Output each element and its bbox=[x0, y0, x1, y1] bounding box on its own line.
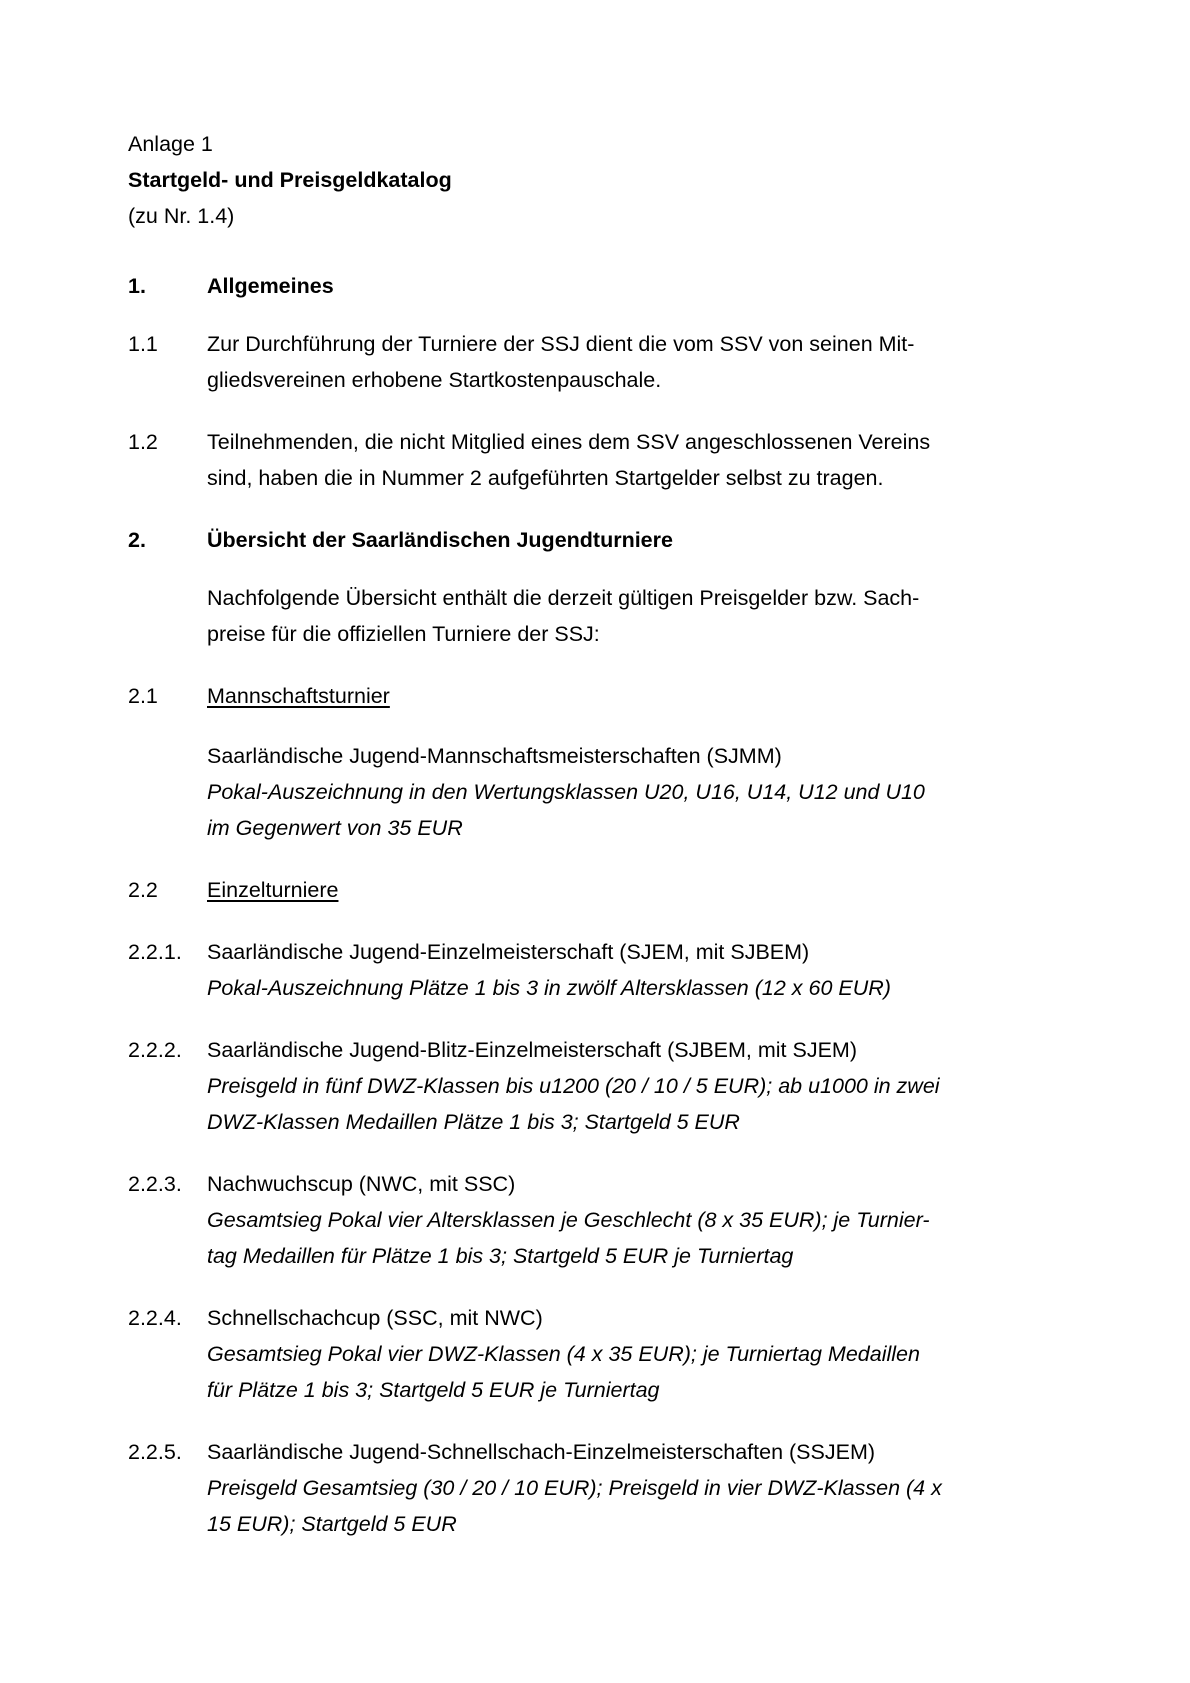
clause-1-2-number: 1.2 bbox=[128, 430, 158, 454]
tournament-detail-sjmm-line-1: Pokal-Auszeichnung in den Wertungsklassen U20, U16, U14, U12 und U10 bbox=[207, 780, 925, 804]
clause-2-2-4-number: 2.2.4. bbox=[128, 1306, 182, 1330]
clause-1-1-line-2: gliedsvereinen erhobene Startkostenpauschale. bbox=[207, 368, 662, 392]
attachment-label: Anlage 1 bbox=[128, 132, 213, 156]
clause-2-2-3-text bbox=[207, 1166, 1062, 1274]
clause-1-1-number: 1.1 bbox=[128, 332, 158, 356]
clause-1-2-line-2: sind, haben die in Nummer 2 aufgeführten Startgelder selbst zu tragen. bbox=[207, 466, 884, 490]
section-1-number: 1. bbox=[128, 274, 146, 298]
tournament-detail-sjmm-line-2: im Gegenwert von 35 EUR bbox=[207, 816, 463, 840]
clause-2-2-1 bbox=[128, 934, 1062, 1006]
tournament-detail-sjbem-line-2: DWZ-Klassen Medaillen Plätze 1 bis 3; Startgeld 5 EUR bbox=[207, 1110, 740, 1134]
tournament-detail-sjbem-line-1: Preisgeld in fünf DWZ-Klassen bis u1200 (20 / 10 / 5 EUR); ab u1000 in zwei bbox=[207, 1074, 940, 1098]
clause-2-2-2-text bbox=[207, 1032, 1062, 1140]
clause-1-2 bbox=[128, 424, 1062, 496]
tournament-name-nwc: Nachwuchscup (NWC, mit SSC) bbox=[207, 1172, 516, 1196]
clause-2-2-3 bbox=[128, 1166, 1062, 1274]
tournament-name-sjem: Saarländische Jugend-Einzelmeisterschaft (SJEM, mit SJBEM) bbox=[207, 940, 810, 964]
clause-2-2-5-text bbox=[207, 1434, 1062, 1542]
tournament-name-ssc: Schnellschachcup (SSC, mit NWC) bbox=[207, 1306, 543, 1330]
clause-2-2-2 bbox=[128, 1032, 1062, 1140]
section-1-heading bbox=[128, 268, 1062, 304]
clause-2-2-3-number: 2.2.3. bbox=[128, 1172, 182, 1196]
section-2-number: 2. bbox=[128, 528, 146, 552]
clause-2-1-entry-text bbox=[207, 738, 1062, 846]
clause-2-1-label: Mannschaftsturnier bbox=[207, 684, 390, 708]
clause-2-2-2-number: 2.2.2. bbox=[128, 1038, 182, 1062]
document-body bbox=[128, 126, 1062, 1542]
clause-2-1-number: 2.1 bbox=[128, 684, 158, 708]
section-2-title: Übersicht der Saarländischen Jugendturniere bbox=[207, 528, 673, 552]
tournament-detail-ssc-line-1: Gesamtsieg Pokal vier DWZ-Klassen (4 x 35 EUR); je Turniertag Medaillen bbox=[207, 1342, 920, 1366]
tournament-name-sjmm: Saarländische Jugend-Mannschaftsmeisterschaften (SJMM) bbox=[207, 744, 782, 768]
section-2-heading bbox=[128, 522, 1062, 558]
clause-1-1-text bbox=[207, 326, 1062, 398]
tournament-detail-sjem-line-1: Pokal-Auszeichnung Plätze 1 bis 3 in zwölf Altersklassen (12 x 60 EUR) bbox=[207, 976, 891, 1000]
tournament-name-sjbem: Saarländische Jugend-Blitz-Einzelmeisterschaft (SJBEM, mit SJEM) bbox=[207, 1038, 857, 1062]
tournament-detail-ssjem-line-1: Preisgeld Gesamtsieg (30 / 20 / 10 EUR); Preisgeld in vier DWZ-Klassen (4 x bbox=[207, 1476, 942, 1500]
section-1-title: Allgemeines bbox=[207, 274, 334, 298]
section-2-intro bbox=[128, 580, 1062, 652]
document-reference: (zu Nr. 1.4) bbox=[128, 204, 235, 228]
clause-2-2-5-number: 2.2.5. bbox=[128, 1440, 182, 1464]
tournament-detail-ssc-line-2: für Plätze 1 bis 3; Startgeld 5 EUR je Turniertag bbox=[207, 1378, 660, 1402]
section-2-intro-text bbox=[207, 580, 1062, 652]
section-2-intro-line-1: Nachfolgende Übersicht enthält die derzeit gültigen Preisgelder bzw. Sach- bbox=[207, 586, 920, 610]
section-2-intro-line-2: preise für die offiziellen Turniere der SSJ: bbox=[207, 622, 600, 646]
tournament-detail-nwc-line-2: tag Medaillen für Plätze 1 bis 3; Startgeld 5 EUR je Turniertag bbox=[207, 1244, 794, 1268]
clause-2-1-entry bbox=[128, 738, 1062, 846]
clause-2-2-4-text bbox=[207, 1300, 1062, 1408]
clause-2-2-4 bbox=[128, 1300, 1062, 1408]
tournament-detail-nwc-line-1: Gesamtsieg Pokal vier Altersklassen je Geschlecht (8 x 35 EUR); je Turnier- bbox=[207, 1208, 930, 1232]
clause-2-2-1-number: 2.2.1. bbox=[128, 940, 182, 964]
clause-2-2 bbox=[128, 872, 1062, 908]
document-title-block bbox=[128, 126, 1062, 234]
clause-2-1-body bbox=[207, 678, 1062, 714]
clause-2-2-number: 2.2 bbox=[128, 878, 158, 902]
clause-2-1 bbox=[128, 678, 1062, 714]
clause-2-2-body bbox=[207, 872, 1062, 908]
tournament-detail-ssjem-line-2: 15 EUR); Startgeld 5 EUR bbox=[207, 1512, 457, 1536]
clause-2-2-1-text bbox=[207, 934, 1062, 1006]
clause-1-1 bbox=[128, 326, 1062, 398]
clause-1-2-line-1: Teilnehmenden, die nicht Mitglied eines dem SSV angeschlossenen Vereins bbox=[207, 430, 931, 454]
clause-1-1-line-1: Zur Durchführung der Turniere der SSJ dient die vom SSV von seinen Mit- bbox=[207, 332, 915, 356]
tournament-name-ssjem: Saarländische Jugend-Schnellschach-Einzelmeisterschaften (SSJEM) bbox=[207, 1440, 876, 1464]
clause-1-2-text bbox=[207, 424, 1062, 496]
document-main-title: Startgeld- und Preisgeldkatalog bbox=[128, 168, 452, 192]
clause-2-2-5 bbox=[128, 1434, 1062, 1542]
clause-2-2-label: Einzelturniere bbox=[207, 878, 339, 902]
